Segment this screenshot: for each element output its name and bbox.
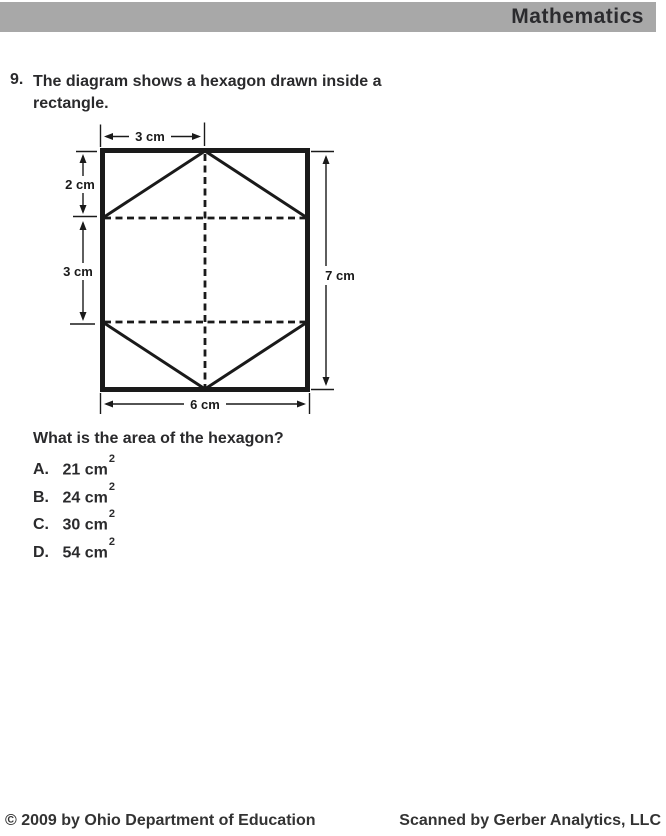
dim-label-top: 3 cm — [135, 129, 165, 144]
choice-row-b — [33, 481, 115, 507]
question-number: 9. — [10, 71, 24, 88]
dim-label-lower-left: 3 cm — [63, 264, 93, 279]
arrow-top-left — [104, 133, 113, 140]
arrow-upperleft-up — [80, 154, 87, 163]
question-text-line2: rectangle. — [33, 95, 109, 112]
question-text-line1: The diagram shows a hexagon drawn inside a — [33, 73, 382, 90]
dim-label-upper-left: 2 cm — [65, 177, 95, 192]
choice-letter: D. — [33, 544, 49, 562]
footer-copyright: © 2009 by Ohio Department of Education — [5, 812, 316, 829]
page-title: Mathematics — [511, 5, 644, 28]
arrow-bottom-left — [104, 401, 113, 408]
question-text — [33, 71, 433, 115]
arrow-upperleft-down — [80, 205, 87, 214]
dim-label-bottom: 6 cm — [190, 397, 220, 412]
arrow-bottom-right — [297, 401, 306, 408]
arrow-right-up — [323, 155, 330, 164]
choice-row-a — [33, 453, 115, 479]
arrow-lowerleft-down — [80, 312, 87, 321]
choice-row-d — [33, 536, 115, 562]
arrow-lowerleft-up — [80, 221, 87, 230]
choice-letter: A. — [33, 461, 49, 479]
dim-label-right: 7 cm — [325, 268, 355, 283]
choice-letter: B. — [33, 489, 49, 507]
choice-exponent: 2 — [108, 453, 115, 465]
choice-value: 21 cm — [62, 461, 108, 479]
arrow-top-right — [192, 133, 201, 140]
choice-letter: C. — [33, 516, 49, 534]
header-bar — [0, 2, 656, 32]
dimension-lines — [70, 123, 334, 415]
choice-value: 30 cm — [62, 516, 108, 534]
choice-exponent: 2 — [108, 508, 115, 520]
choice-row-c — [33, 508, 115, 534]
choice-value: 24 cm — [62, 489, 108, 507]
choice-exponent: 2 — [108, 481, 115, 493]
choice-exponent: 2 — [108, 536, 115, 548]
choice-value: 54 cm — [62, 544, 108, 562]
hexagon-diagram — [55, 118, 367, 420]
question-prompt: What is the area of the hexagon? — [33, 430, 284, 447]
footer-scan-credit: Scanned by Gerber Analytics, LLC — [399, 812, 661, 829]
arrow-right-down — [323, 377, 330, 386]
